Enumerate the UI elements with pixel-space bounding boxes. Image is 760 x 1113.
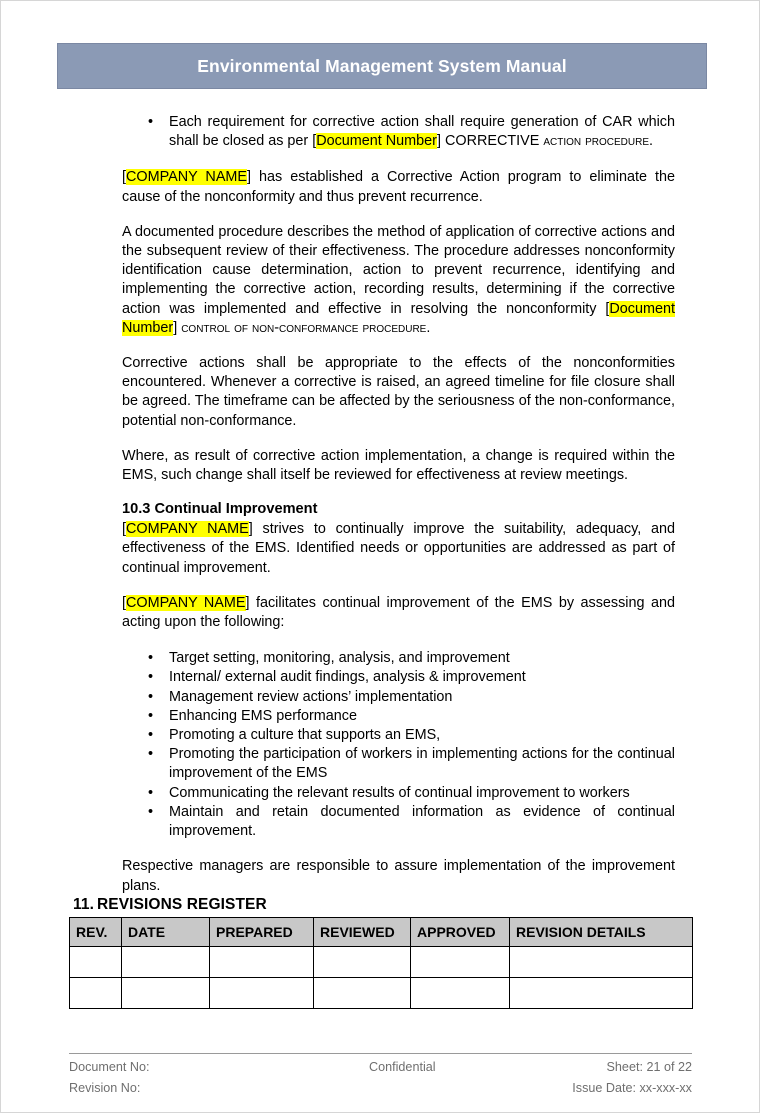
highlight-company-name: COMPANY NAME <box>126 521 249 538</box>
column-header-approved: APPROVED <box>411 918 510 947</box>
list-item: • Maintain and retain documented information as evidence of continual improvement. <box>169 803 675 841</box>
table-row[interactable] <box>70 978 693 1009</box>
document-header-banner <box>57 43 707 89</box>
cell-revision-details[interactable] <box>510 947 693 978</box>
list-item: • Enhancing EMS performance <box>169 707 675 726</box>
column-header-date: DATE <box>122 918 210 947</box>
table-row[interactable] <box>70 947 693 978</box>
cell-rev[interactable] <box>70 947 122 978</box>
section-number: 11. <box>73 896 94 913</box>
section-heading-revisions-register <box>73 896 267 914</box>
cell-approved[interactable] <box>411 947 510 978</box>
cell-prepared[interactable] <box>210 978 314 1009</box>
section-heading-10-3: 10.3 Continual Improvement <box>122 501 318 518</box>
paragraph-text: strives to continually improve the suitability, adequacy, and effectiveness of the EMS. Identified needs or opportunities are addressed as part of continual improvement. <box>122 521 675 576</box>
column-header-reviewed: REVIEWED <box>314 918 411 947</box>
smallcaps-action: action <box>543 133 582 150</box>
cell-date[interactable] <box>122 947 210 978</box>
bracket-close: ] <box>248 521 253 538</box>
paragraph-respective-managers: Respective managers are responsible to assure implementation of the improvement plans. <box>122 858 675 894</box>
smallcaps-non-conformance: non-conformance <box>251 319 359 336</box>
highlight-document-number: Document Number <box>122 300 675 336</box>
column-header-revision-details: REVISION DETAILS <box>510 918 693 947</box>
paragraph-strives-improve <box>122 520 675 578</box>
paragraph-where-change-required: Where, as result of corrective action implementation, a change is required within the EMS, such change shall itself be reviewed for effectiveness at review meetings. <box>122 447 675 484</box>
footer-confidential: Confidential <box>369 1060 436 1074</box>
document-footer <box>69 1057 692 1099</box>
smallcaps-procedure: procedure. <box>362 319 431 336</box>
bracket-close: ] <box>245 594 250 611</box>
improvement-bullet-list <box>122 649 675 841</box>
cell-approved[interactable] <box>411 978 510 1009</box>
smallcaps-corrective: CORRECTIVE <box>444 133 540 150</box>
cell-date[interactable] <box>122 978 210 1009</box>
footer-spacer <box>318 1078 486 1099</box>
bullet-text-part1: Each requirement for corrective action shall require generation of CAR which shall be closed as per [ <box>169 114 675 150</box>
bracket-open: [ <box>122 169 126 186</box>
document-body <box>122 113 675 896</box>
list-item: • Internal/ external audit findings, analysis & improvement <box>169 668 675 687</box>
footer-document-no: Document No: <box>69 1060 150 1074</box>
paragraph-documented-procedure <box>122 223 675 338</box>
smallcaps-procedure: procedure. <box>585 133 654 150</box>
cell-reviewed[interactable] <box>314 947 411 978</box>
page-title: Environmental Management System Manual <box>197 55 567 76</box>
paragraph-corrective-appropriate: Corrective actions shall be appropriate to the effects of the nonconformities encountered. Whenever a corrective is raised, an agreed timeline for file closure shall be agreed. The timeframe can be affected by the seriousness of the non-conformance, potential non-conformance. <box>122 355 675 429</box>
smallcaps-control-of: control of <box>181 319 248 336</box>
bullet-text-part2: ] <box>436 133 445 150</box>
cell-revision-details[interactable] <box>510 978 693 1009</box>
paragraph-facilitates-improvement <box>122 594 675 632</box>
paragraph-text: A documented procedure describes the method of application of corrective actions and the subsequent review of their effectiveness. The procedure addresses nonconformity identification cause determination, action to prevent recurrence, identifying and implementing the corrective action, recording results, determining if the corrective action was implemented and effective in resolving the nonconformity [ <box>122 223 675 317</box>
revisions-register-table <box>69 917 693 1009</box>
paragraph-text: facilitates continual improvement of the EMS by assessing and acting upon the following: <box>122 594 675 631</box>
list-item <box>169 113 675 151</box>
footer-issue-date: Issue Date: xx-xxx-xx <box>572 1081 692 1095</box>
corrective-action-bullet-list <box>122 113 675 151</box>
highlight-document-number: Document Number <box>316 133 437 150</box>
footer-row-bottom <box>69 1078 692 1099</box>
footer-revision-no: Revision No: <box>69 1081 141 1095</box>
footer-divider <box>69 1053 692 1054</box>
table-header-row <box>70 918 693 947</box>
bracket-open: [ <box>122 594 126 611</box>
highlight-company-name: COMPANY NAME <box>126 594 246 611</box>
footer-row-top <box>69 1057 692 1078</box>
paragraph-text-after: ] <box>173 319 182 336</box>
list-item: • Management review actions’ implementation <box>169 688 675 707</box>
bracket-close: ] <box>247 169 252 186</box>
column-header-prepared: PREPARED <box>210 918 314 947</box>
footer-sheet-number: Sheet: 21 of 22 <box>606 1060 692 1074</box>
bracket-open: [ <box>122 521 126 538</box>
paragraph-text: has established a Corrective Action program to eliminate the cause of the nonconformity and thus prevent recurrence. <box>122 169 675 205</box>
cell-reviewed[interactable] <box>314 978 411 1009</box>
cell-rev[interactable] <box>70 978 122 1009</box>
section-title: REVISIONS REGISTER <box>97 896 267 913</box>
list-item: • Promoting a culture that supports an EMS, <box>169 726 675 745</box>
cell-prepared[interactable] <box>210 947 314 978</box>
paragraph-corrective-action-program <box>122 168 675 206</box>
list-item: • Communicating the relevant results of continual improvement to workers <box>169 784 675 803</box>
column-header-rev: REV. <box>70 918 122 947</box>
list-item: • Promoting the participation of workers in implementing actions for the continual improvement of the EMS <box>169 745 675 783</box>
highlight-company-name: COMPANY NAME <box>126 169 248 186</box>
list-item: • Target setting, monitoring, analysis, and improvement <box>169 649 675 668</box>
